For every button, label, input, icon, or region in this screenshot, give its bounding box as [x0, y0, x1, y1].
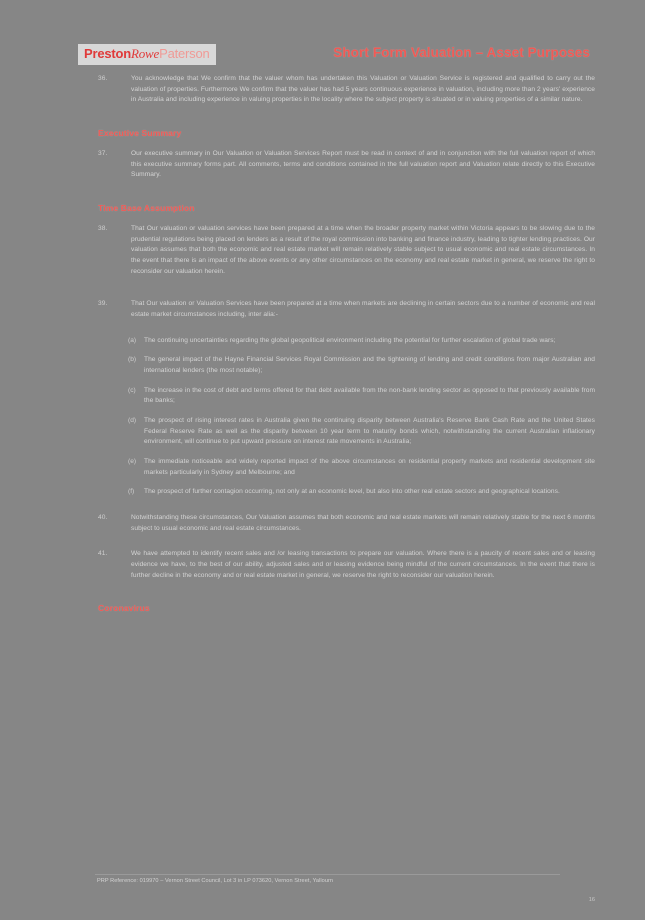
company-logo	[78, 44, 216, 65]
sub-item-label: (d)	[128, 417, 137, 425]
paragraph-text: Our executive summary in Our Valuation or Valuation Services Report must be read in context of and in conjunction with the full valuation report of which this executive summary forms part. All comments, terms and conditions contained in the full valuation report and Valuation relate directly to this Executive Summary.	[131, 150, 595, 179]
paragraph-39	[0, 299, 645, 320]
paragraph-text: That Our valuation or Valuation Services have been prepared at a time when markets are declining in certain sectors due to a number of economic and real estate market circumstances including, inter alia:-	[131, 300, 595, 319]
paragraph-text: You acknowledge that We confirm that the valuer whom has undertaken this Valuation or Valuation Service is registered and qualified to carry out the valuation of properties. Furthermore We confirm that the valuer has had 5 years continuous experience in valuation, including more than 2 years' experience in Australia and including experience in valuing properties in the locality where the subject property is situated or in valuing properties of a similar nature.	[131, 75, 595, 104]
document-title: Short Form Valuation – Asset Purposes	[333, 45, 590, 60]
paragraph-36	[0, 74, 645, 106]
spacer	[0, 190, 645, 203]
sub-item-label: (a)	[128, 336, 137, 344]
sub-item-b	[0, 355, 645, 376]
logo-word-rowe: Rowe	[131, 46, 160, 61]
sub-item-f	[0, 487, 645, 498]
paragraph-number: 40.	[98, 514, 108, 522]
logo-word-paterson: Paterson	[159, 46, 210, 61]
paragraph-text: We have attempted to identify recent sales and /or leasing transactions to prepare our valuation. Where there is a paucity of recent sales and or leasing evidence we have, to the best of our ability, adjusted sales and or leasing evidence being mindful of the current circumstances. In the event that there is further decline in the economy and or real estate market in general, we reserve the right to reconsider our valuation herein.	[131, 550, 595, 579]
heading-time-base-assumption: Time Base Assumption	[98, 203, 195, 214]
paragraph-number: 38.	[98, 225, 108, 233]
paragraph-text: That Our valuation or valuation services have been prepared at a time when the broader property market within Victoria appears to be slowing due to the prudential regulations being placed on lenders as a result of the royal commission into banking and finance industry, leading to tighter lending practices. Our valuation assumes that both the economic and real estate market will remain relatively stable subject to usual economic and real estate circumstances. In the event that there is an impact of the above events or any other circumstances on the economy and real estate market in general, we reserve the right to reconsider our valuation herein.	[131, 225, 595, 275]
spacer	[0, 286, 645, 299]
logo-word-preston: Preston	[84, 46, 132, 61]
heading-executive-summary: Executive Summary	[98, 128, 182, 139]
sub-item-label: (f)	[128, 488, 135, 496]
sub-item-text: The prospect of further contagion occurring, not only at an economic level, but also into other real estate sectors and geographical locations.	[144, 488, 560, 496]
sub-item-text: The prospect of rising interest rates in Australia given the continuing disparity between Australia's Reserve Bank Cash Rate and the United States Federal Reserve Rate as well as the disparity between 10 year term to maturity bonds which, notwithstanding the current Australian inflationary environment, will continue to put upward pressure on interest rate movements in Australia;	[144, 417, 595, 446]
sub-item-text: The continuing uncertainties regarding the global geopolitical environment including the potential for further escalation of global trade wars;	[144, 336, 556, 344]
sub-item-text: The general impact of the Hayne Financial Services Royal Commission and the tightening of lending and credit conditions from major Australian and international lenders (the most notable);	[144, 356, 595, 375]
sub-item-d	[0, 416, 645, 448]
sub-item-c	[0, 386, 645, 407]
footer-reference: PRP Reference: 019970 – Vernon Street Council, Lot 3 in LP 073620, Vernon Street, Yallourn	[97, 878, 334, 884]
paragraph-number: 36.	[98, 75, 108, 82]
sub-item-text: The increase in the cost of debt and terms offered for that debt available from the non-bank lending sector as opposed to that previously available from the banks;	[144, 386, 595, 405]
sub-item-a	[0, 336, 645, 347]
paragraph-37	[0, 149, 645, 181]
paragraph-38	[0, 224, 645, 277]
sub-item-e	[0, 457, 645, 478]
document-body	[0, 74, 645, 618]
sub-item-label: (c)	[128, 386, 136, 394]
page-header	[0, 44, 645, 72]
sub-item-label: (e)	[128, 458, 137, 466]
paragraph-text: Notwithstanding these circumstances, Our Valuation assumes that both economic and real estate markets will remain relatively stable for the next 6 months subject to usual economic and real estate circumstances.	[131, 514, 595, 532]
paragraph-number: 39.	[98, 300, 108, 308]
sub-item-label: (b)	[128, 356, 137, 364]
footer-divider	[95, 874, 560, 875]
paragraph-41	[0, 549, 645, 581]
paragraph-number: 37.	[98, 150, 108, 158]
paragraph-number: 41.	[98, 550, 108, 558]
sub-item-text: The immediate noticeable and widely reported impact of the above circumstances on residential property markets and residential development site markets particularly in Sydney and Melbourne; and	[144, 458, 595, 476]
page-number: 16	[588, 897, 595, 903]
spacer	[0, 115, 645, 128]
spacer	[0, 590, 645, 603]
heading-coronavirus: Coronavirus	[98, 603, 150, 614]
paragraph-40	[0, 513, 645, 534]
